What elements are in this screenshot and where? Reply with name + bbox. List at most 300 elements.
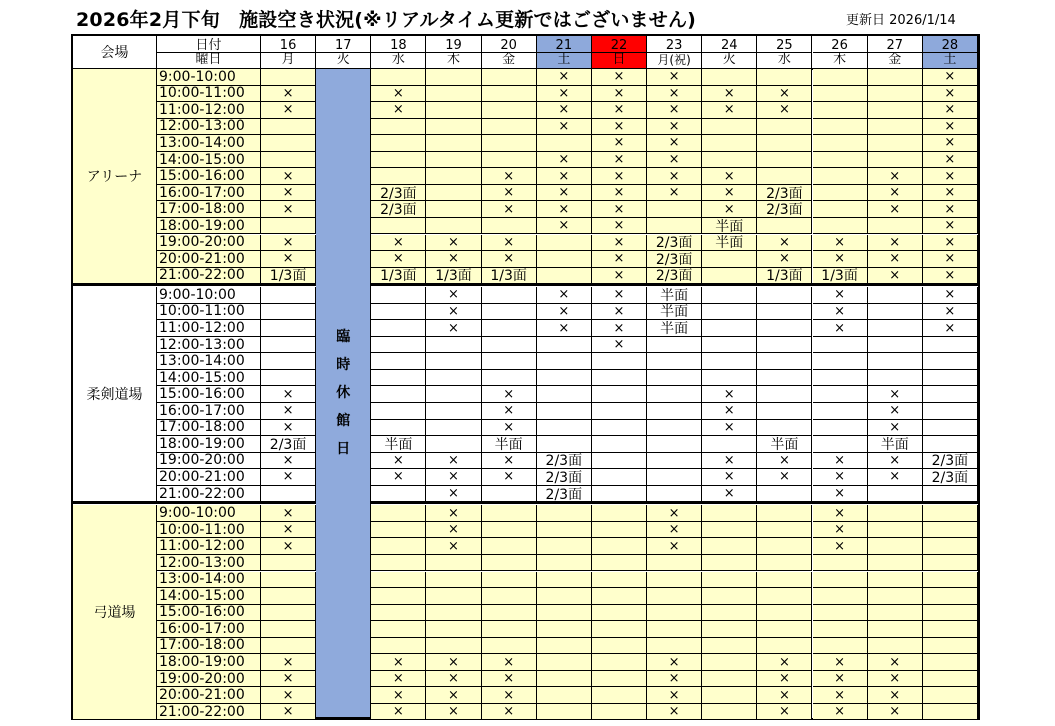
booked-mark: ×: [482, 251, 537, 268]
booked-mark: ×: [482, 687, 537, 704]
venue-3: 弓道場: [73, 505, 157, 720]
available-cell: [371, 605, 426, 622]
available-cell: [537, 588, 592, 605]
available-cell: [482, 588, 537, 605]
booked-mark: ×: [426, 522, 481, 539]
booked-mark: ×: [702, 386, 757, 403]
available-cell: [702, 353, 757, 370]
day-weekday-16: 月: [261, 53, 316, 70]
time-slot: 15:00-16:00: [157, 386, 261, 403]
booked-mark: ×: [813, 235, 868, 252]
available-cell: [426, 152, 481, 169]
booked-mark: ×: [647, 538, 702, 555]
booked-mark: ×: [868, 403, 923, 420]
available-cell: [647, 386, 702, 403]
available-cell: [868, 152, 923, 169]
booked-mark: ×: [923, 119, 978, 136]
booked-mark: ×: [868, 469, 923, 486]
booked-mark: ×: [371, 671, 426, 688]
available-cell: [868, 522, 923, 539]
available-cell: [813, 386, 868, 403]
time-slot: 20:00-21:00: [157, 469, 261, 486]
booked-mark: ×: [592, 337, 647, 354]
booked-mark: ×: [592, 320, 647, 337]
available-cell: [537, 436, 592, 453]
available-cell: [647, 486, 702, 503]
time-slot: 19:00-20:00: [157, 671, 261, 688]
available-cell: [537, 621, 592, 638]
available-cell: [647, 370, 702, 387]
available-cell: [592, 403, 647, 420]
available-cell: [426, 185, 481, 202]
booked-mark: ×: [261, 453, 316, 470]
available-cell: [757, 119, 812, 136]
booked-mark: ×: [426, 320, 481, 337]
available-cell: [371, 386, 426, 403]
available-cell: [868, 218, 923, 235]
booked-mark: ×: [813, 469, 868, 486]
available-cell: [426, 86, 481, 103]
available-cell: [592, 420, 647, 437]
available-cell: [592, 704, 647, 721]
time-slot: 12:00-13:00: [157, 555, 261, 572]
available-cell: [757, 135, 812, 152]
available-cell: [923, 555, 978, 572]
booked-mark: ×: [647, 69, 702, 86]
booked-mark: ×: [592, 152, 647, 169]
available-cell: [702, 119, 757, 136]
available-cell: [426, 572, 481, 589]
booked-mark: ×: [426, 687, 481, 704]
day-weekday-21: 土: [537, 53, 592, 70]
booked-mark: ×: [923, 168, 978, 185]
day-weekday-17: 火: [316, 53, 371, 70]
available-cell: [868, 621, 923, 638]
available-cell: [482, 86, 537, 103]
day-date-20: 20: [482, 36, 537, 53]
booked-mark: ×: [482, 654, 537, 671]
available-cell: [647, 201, 702, 218]
time-slot: 16:00-17:00: [157, 185, 261, 202]
booked-mark: ×: [426, 654, 481, 671]
booked-mark: ×: [702, 420, 757, 437]
booked-mark: ×: [813, 320, 868, 337]
available-cell: [426, 403, 481, 420]
day-date-16: 16: [261, 36, 316, 53]
available-cell: [868, 337, 923, 354]
available-cell: [702, 370, 757, 387]
available-cell: [537, 268, 592, 285]
available-cell: [371, 505, 426, 522]
available-cell: [813, 353, 868, 370]
section-divider: [73, 283, 978, 286]
available-cell: [757, 353, 812, 370]
available-cell: [702, 522, 757, 539]
available-cell: [813, 638, 868, 655]
available-cell: [813, 588, 868, 605]
available-cell: [813, 135, 868, 152]
partial-availability: 半面: [702, 235, 757, 252]
available-cell: [757, 486, 812, 503]
available-cell: [482, 572, 537, 589]
time-slot: 9:00-10:00: [157, 69, 261, 86]
available-cell: [537, 704, 592, 721]
available-cell: [482, 119, 537, 136]
booked-mark: ×: [261, 251, 316, 268]
available-cell: [537, 353, 592, 370]
available-cell: [261, 119, 316, 136]
booked-mark: ×: [923, 251, 978, 268]
available-cell: [261, 555, 316, 572]
available-cell: [647, 638, 702, 655]
available-cell: [813, 555, 868, 572]
booked-mark: ×: [868, 168, 923, 185]
booked-mark: ×: [868, 268, 923, 285]
booked-mark: ×: [261, 704, 316, 721]
available-cell: [482, 135, 537, 152]
booked-mark: ×: [371, 469, 426, 486]
booked-mark: ×: [813, 538, 868, 555]
available-cell: [868, 86, 923, 103]
booked-mark: ×: [426, 235, 481, 252]
booked-mark: ×: [537, 218, 592, 235]
partial-availability: 2/3面: [757, 201, 812, 218]
partial-availability: 半面: [482, 436, 537, 453]
booked-mark: ×: [647, 522, 702, 539]
available-cell: [647, 337, 702, 354]
time-slot: 12:00-13:00: [157, 119, 261, 136]
available-cell: [868, 320, 923, 337]
available-cell: [482, 287, 537, 304]
available-cell: [482, 370, 537, 387]
booked-mark: ×: [261, 654, 316, 671]
booked-mark: ×: [592, 135, 647, 152]
day-weekday-18: 水: [371, 53, 426, 70]
available-cell: [813, 86, 868, 103]
available-cell: [371, 168, 426, 185]
available-cell: [757, 420, 812, 437]
time-slot: 19:00-20:00: [157, 453, 261, 470]
available-cell: [702, 135, 757, 152]
available-cell: [592, 687, 647, 704]
available-cell: [482, 152, 537, 169]
day-weekday-28: 土: [923, 53, 978, 70]
booked-mark: ×: [592, 185, 647, 202]
available-cell: [537, 337, 592, 354]
day-weekday-27: 金: [868, 53, 923, 70]
available-cell: [482, 505, 537, 522]
available-cell: [702, 505, 757, 522]
available-cell: [813, 69, 868, 86]
time-slot: 13:00-14:00: [157, 135, 261, 152]
available-cell: [537, 638, 592, 655]
available-cell: [371, 370, 426, 387]
booked-mark: ×: [868, 687, 923, 704]
booked-mark: ×: [537, 201, 592, 218]
booked-mark: ×: [537, 185, 592, 202]
available-cell: [702, 320, 757, 337]
day-weekday-20: 金: [482, 53, 537, 70]
booked-mark: ×: [261, 522, 316, 539]
booked-mark: ×: [757, 86, 812, 103]
available-cell: [647, 218, 702, 235]
available-cell: [592, 588, 647, 605]
booked-mark: ×: [482, 704, 537, 721]
booked-mark: ×: [261, 687, 316, 704]
booked-mark: ×: [923, 185, 978, 202]
available-cell: [813, 621, 868, 638]
booked-mark: ×: [537, 287, 592, 304]
venue-header: 会場: [73, 36, 157, 69]
booked-mark: ×: [426, 287, 481, 304]
booked-mark: ×: [482, 403, 537, 420]
partial-availability: 2/3面: [647, 251, 702, 268]
day-weekday-23: 月(祝): [647, 53, 702, 70]
booked-mark: ×: [537, 86, 592, 103]
available-cell: [923, 420, 978, 437]
available-cell: [868, 119, 923, 136]
available-cell: [426, 420, 481, 437]
available-cell: [371, 320, 426, 337]
booked-mark: ×: [482, 420, 537, 437]
available-cell: [757, 605, 812, 622]
available-cell: [868, 486, 923, 503]
time-slot: 9:00-10:00: [157, 287, 261, 304]
available-cell: [702, 304, 757, 321]
booked-mark: ×: [261, 102, 316, 119]
available-cell: [261, 135, 316, 152]
day-date-23: 23: [647, 36, 702, 53]
available-cell: [923, 572, 978, 589]
available-cell: [261, 337, 316, 354]
partial-availability: 2/3面: [371, 201, 426, 218]
booked-mark: ×: [702, 486, 757, 503]
time-slot: 20:00-21:00: [157, 251, 261, 268]
available-cell: [482, 304, 537, 321]
available-cell: [923, 505, 978, 522]
booked-mark: ×: [647, 135, 702, 152]
available-cell: [482, 638, 537, 655]
booked-mark: ×: [261, 671, 316, 688]
time-slot: 15:00-16:00: [157, 168, 261, 185]
available-cell: [371, 353, 426, 370]
day-date-21: 21: [537, 36, 592, 53]
partial-availability: 2/3面: [537, 469, 592, 486]
booked-mark: ×: [923, 69, 978, 86]
available-cell: [592, 572, 647, 589]
available-cell: [813, 337, 868, 354]
booked-mark: ×: [592, 304, 647, 321]
available-cell: [592, 605, 647, 622]
booked-mark: ×: [426, 251, 481, 268]
booked-mark: ×: [813, 522, 868, 539]
available-cell: [482, 102, 537, 119]
time-slot: 19:00-20:00: [157, 235, 261, 252]
closed-day-char: 臨: [336, 329, 351, 345]
booked-mark: ×: [757, 251, 812, 268]
booked-mark: ×: [647, 654, 702, 671]
booked-mark: ×: [537, 168, 592, 185]
available-cell: [537, 235, 592, 252]
available-cell: [923, 621, 978, 638]
available-cell: [868, 102, 923, 119]
available-cell: [537, 522, 592, 539]
booked-mark: ×: [813, 251, 868, 268]
partial-availability: 2/3面: [371, 185, 426, 202]
booked-mark: ×: [702, 453, 757, 470]
available-cell: [261, 621, 316, 638]
partial-availability: 1/3面: [371, 268, 426, 285]
available-cell: [592, 638, 647, 655]
time-slot: 17:00-18:00: [157, 420, 261, 437]
available-cell: [702, 572, 757, 589]
available-cell: [923, 370, 978, 387]
available-cell: [537, 687, 592, 704]
available-cell: [537, 386, 592, 403]
available-cell: [702, 704, 757, 721]
available-cell: [537, 420, 592, 437]
booked-mark: ×: [868, 201, 923, 218]
available-cell: [757, 522, 812, 539]
available-cell: [813, 119, 868, 136]
available-cell: [813, 605, 868, 622]
available-cell: [482, 218, 537, 235]
partial-availability: 半面: [647, 320, 702, 337]
booked-mark: ×: [371, 453, 426, 470]
available-cell: [813, 168, 868, 185]
booked-mark: ×: [647, 704, 702, 721]
day-weekday-25: 水: [757, 53, 812, 70]
available-cell: [923, 538, 978, 555]
available-cell: [813, 185, 868, 202]
available-cell: [537, 572, 592, 589]
available-cell: [868, 638, 923, 655]
booked-mark: ×: [371, 687, 426, 704]
available-cell: [371, 337, 426, 354]
available-cell: [371, 572, 426, 589]
booked-mark: ×: [868, 671, 923, 688]
time-slot: 9:00-10:00: [157, 505, 261, 522]
available-cell: [757, 168, 812, 185]
partial-availability: 1/3面: [426, 268, 481, 285]
available-cell: [482, 538, 537, 555]
available-cell: [923, 638, 978, 655]
booked-mark: ×: [923, 86, 978, 103]
available-cell: [702, 152, 757, 169]
booked-mark: ×: [537, 152, 592, 169]
available-cell: [647, 588, 702, 605]
available-cell: [482, 486, 537, 503]
partial-availability: 半面: [647, 304, 702, 321]
time-slot: 16:00-17:00: [157, 403, 261, 420]
available-cell: [592, 370, 647, 387]
booked-mark: ×: [702, 469, 757, 486]
available-cell: [371, 538, 426, 555]
available-cell: [757, 218, 812, 235]
booked-mark: ×: [813, 687, 868, 704]
day-date-17: 17: [316, 36, 371, 53]
available-cell: [592, 453, 647, 470]
available-cell: [261, 588, 316, 605]
time-slot: 18:00-19:00: [157, 218, 261, 235]
venue-1: アリーナ: [73, 69, 157, 284]
time-slot: 10:00-11:00: [157, 304, 261, 321]
available-cell: [537, 538, 592, 555]
booked-mark: ×: [592, 102, 647, 119]
available-cell: [868, 572, 923, 589]
available-cell: [813, 420, 868, 437]
partial-availability: 半面: [757, 436, 812, 453]
available-cell: [261, 287, 316, 304]
time-slot: 20:00-21:00: [157, 687, 261, 704]
booked-mark: ×: [702, 185, 757, 202]
available-cell: [923, 605, 978, 622]
available-cell: [426, 337, 481, 354]
time-slot: 14:00-15:00: [157, 370, 261, 387]
available-cell: [757, 69, 812, 86]
partial-availability: 2/3面: [923, 453, 978, 470]
available-cell: [702, 538, 757, 555]
partial-availability: 半面: [868, 436, 923, 453]
closed-day-char: 日: [336, 441, 351, 457]
booked-mark: ×: [482, 185, 537, 202]
available-cell: [868, 538, 923, 555]
available-cell: [426, 555, 481, 572]
booked-mark: ×: [868, 704, 923, 721]
available-cell: [592, 654, 647, 671]
available-cell: [261, 218, 316, 235]
available-cell: [647, 353, 702, 370]
booked-mark: ×: [261, 505, 316, 522]
available-cell: [371, 287, 426, 304]
time-slot: 18:00-19:00: [157, 654, 261, 671]
available-cell: [757, 555, 812, 572]
booked-mark: ×: [647, 505, 702, 522]
day-weekday-24: 火: [702, 53, 757, 70]
available-cell: [702, 687, 757, 704]
booked-mark: ×: [592, 218, 647, 235]
time-slot: 17:00-18:00: [157, 638, 261, 655]
booked-mark: ×: [923, 304, 978, 321]
available-cell: [813, 152, 868, 169]
booked-mark: ×: [482, 168, 537, 185]
available-cell: [426, 638, 481, 655]
booked-mark: ×: [757, 704, 812, 721]
booked-mark: ×: [426, 505, 481, 522]
booked-mark: ×: [482, 453, 537, 470]
partial-availability: 1/3面: [482, 268, 537, 285]
available-cell: [757, 386, 812, 403]
available-cell: [371, 522, 426, 539]
booked-mark: ×: [261, 185, 316, 202]
booked-mark: ×: [537, 304, 592, 321]
available-cell: [482, 353, 537, 370]
available-cell: [702, 287, 757, 304]
booked-mark: ×: [647, 168, 702, 185]
booked-mark: ×: [923, 135, 978, 152]
available-cell: [592, 353, 647, 370]
booked-mark: ×: [702, 168, 757, 185]
booked-mark: ×: [426, 304, 481, 321]
available-cell: [371, 119, 426, 136]
available-cell: [757, 370, 812, 387]
available-cell: [868, 69, 923, 86]
booked-mark: ×: [482, 201, 537, 218]
day-date-27: 27: [868, 36, 923, 53]
available-cell: [923, 522, 978, 539]
day-date-18: 18: [371, 36, 426, 53]
booked-mark: ×: [868, 251, 923, 268]
